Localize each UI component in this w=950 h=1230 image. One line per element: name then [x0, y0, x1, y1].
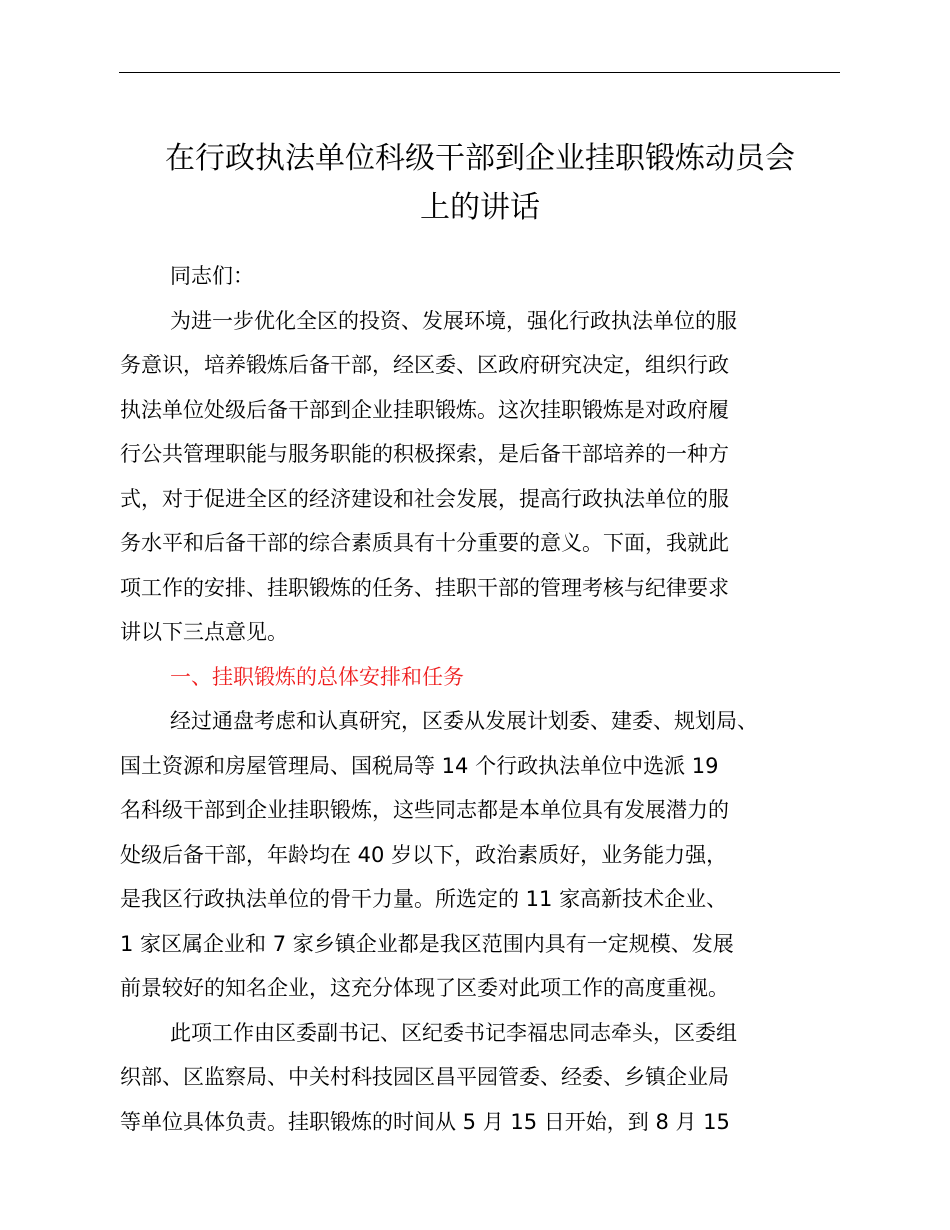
text-line: 名科级干部到企业挂职锻炼，这些同志都是本单位具有发展潜力的	[120, 798, 729, 822]
text-line: 项工作的安排、挂职锻炼的任务、挂职干部的管理考核与纪律要求	[120, 575, 729, 600]
header-rule	[119, 72, 840, 73]
text-line: 此项工作由区委副书记、区纪委书记李福忠同志牵头，区委组	[170, 1020, 737, 1045]
text-line: 前景较好的知名企业，这充分体现了区委对此项工作的高度重视。	[120, 976, 729, 1000]
text-line: 国土资源和房屋管理局、国税局等 14 个行政执法单位中选派 19	[120, 753, 719, 778]
text-line: 织部、区监察局、中关村科技园区昌平园管委、经委、乡镇企业局	[120, 1065, 729, 1089]
section-heading-text: 一、挂职锻炼的总体安排和任务	[170, 664, 464, 689]
paragraph-intro	[120, 299, 845, 655]
text-line: 等单位具体负责。挂职锻炼的时间从 5 月 15 日开始，到 8 月 15	[120, 1109, 730, 1134]
title-line: 上的讲话	[420, 190, 540, 225]
text-line: 执法单位处级后备干部到企业挂职锻炼。这次挂职锻炼是对政府履	[120, 397, 729, 422]
section-heading	[120, 655, 845, 700]
text-line: 经过通盘考虑和认真研究，区委从发展计划委、建委、规划局、	[170, 709, 758, 733]
text-line: 讲以下三点意见。	[120, 620, 288, 644]
text-line: 行公共管理职能与服务职能的积极探索，是后备干部培养的一种方	[120, 442, 729, 466]
text-line: 1 家区属企业和 7 家乡镇企业都是我区范围内具有一定规模、发展	[120, 931, 734, 956]
text-line: 是我区行政执法单位的骨干力量。所选定的 11 家高新技术企业、	[120, 887, 728, 911]
salutation: 同志们：	[170, 264, 254, 288]
text-line: 务意识，培养锻炼后备干部，经区委、区政府研究决定，组织行政	[120, 353, 729, 377]
document-body	[120, 254, 845, 1144]
text-line: 式，对于促进全区的经济建设和社会发展，提高行政执法单位的服	[120, 486, 729, 511]
text-line: 务水平和后备干部的综合素质具有十分重要的意义。下面，我就此	[120, 531, 729, 555]
text-line: 为进一步优化全区的投资、发展环境，强化行政执法单位的服	[170, 308, 737, 333]
paragraph-selection	[120, 699, 845, 1011]
paragraph-organization	[120, 1011, 845, 1145]
title-line: 在行政执法单位科级干部到企业挂职锻炼动员会	[165, 141, 795, 176]
text-line: 处级后备干部，年龄均在 40 岁以下，政治素质好，业务能力强，	[120, 842, 728, 867]
document-title	[100, 134, 860, 232]
